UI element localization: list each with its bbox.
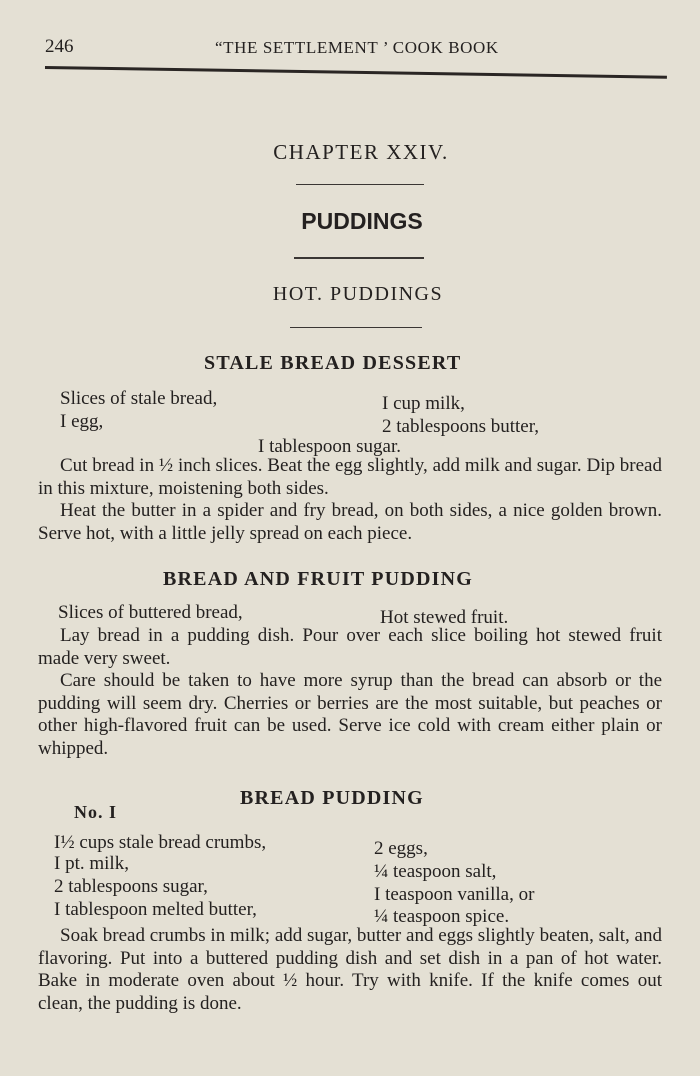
- ornamental-rule: [296, 184, 424, 185]
- recipe-paragraph: Soak bread crumbs in milk; add sugar, butter and eggs slightly beaten, salt, and flavoring. Put into a buttered pudding dish and set dish in a pan of hot water. Bake in moderate oven about ½ hour. Try with knife. If the knife comes out clean, the pudding is done.: [38, 925, 662, 1014]
- header-rule: [45, 66, 667, 79]
- ingredient: Slices of stale bread,: [60, 388, 218, 409]
- ingredient: 2 tablespoons sugar,: [54, 876, 208, 897]
- recipe-title: BREAD AND FRUIT PUDDING: [163, 568, 474, 590]
- ingredient: I tablespoon sugar.: [258, 436, 402, 457]
- ingredient: I cup milk,: [382, 393, 465, 414]
- recipe-paragraph: Lay bread in a pudding dish. Pour over each slice boiling hot stewed fruit made very sweet.: [38, 625, 662, 669]
- running-title: “THE SETTLEMENT ’ COOK BOOK: [215, 38, 499, 57]
- recipe-paragraph: Care should be taken to have more syrup than the bread can absorb or the pudding will seem dry. Cherries or berries are the most suitable, but peaches or other high-flavored fruit can be used. Serve ice cold with cream either plain or whipped.: [38, 670, 662, 759]
- ingredient: ¼ teaspoon salt,: [374, 861, 497, 882]
- ingredient: ¼ teaspoon spice.: [374, 906, 510, 927]
- recipe-title: BREAD PUDDING: [240, 787, 424, 809]
- ingredient: Slices of buttered bread,: [58, 602, 243, 623]
- page-number: 246: [45, 36, 74, 57]
- chapter-label: CHAPTER XXIV.: [273, 140, 449, 164]
- ingredient: Hot stewed fruit.: [380, 607, 509, 628]
- section-subtitle: HOT. PUDDINGS: [272, 283, 444, 305]
- ingredient: 2 tablespoons butter,: [382, 416, 540, 437]
- ingredient: I teaspoon vanilla, or: [374, 884, 535, 905]
- recipe-paragraph: Cut bread in ½ inch slices. Beat the egg slightly, add milk and sugar. Dip bread in this mixture, moistening both sides.: [38, 455, 662, 499]
- ornamental-rule: [294, 257, 424, 259]
- page-header: [45, 36, 665, 66]
- ingredient: I½ cups stale bread crumbs,: [54, 832, 267, 853]
- ingredient: I egg,: [60, 411, 104, 432]
- ingredient: I pt. milk,: [54, 853, 129, 874]
- ingredient: I tablespoon melted butter,: [54, 899, 257, 920]
- recipe-paragraph: Heat the butter in a spider and fry bread, on both sides, a nice golden brown. Serve hot, with a little jelly spread on each piece.: [38, 500, 662, 544]
- recipe-title: STALE BREAD DESSERT: [204, 352, 462, 374]
- ingredient: 2 eggs,: [374, 838, 428, 859]
- recipe-number: No. I: [74, 802, 118, 822]
- ornamental-rule: [290, 327, 422, 328]
- chapter-title: PUDDINGS: [301, 208, 423, 234]
